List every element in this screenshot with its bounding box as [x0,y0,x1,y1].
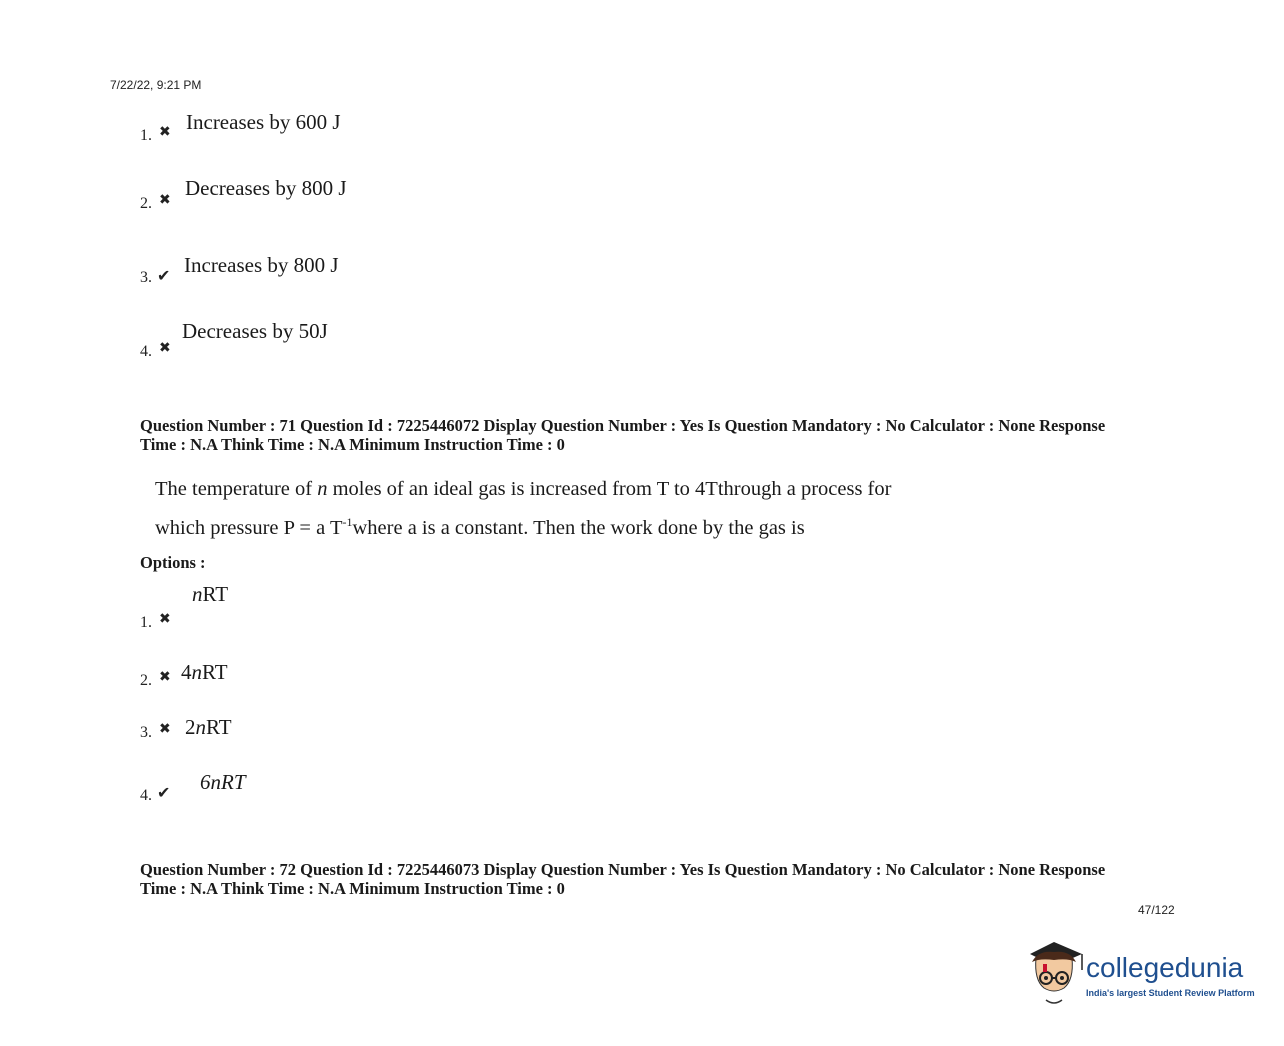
option-number: 2. [140,195,152,212]
collegedunia-mascot-icon [1024,940,1086,1006]
option-number: 4. [140,787,152,804]
question-text: where a is a constant. Then the work done by the gas is [352,516,805,539]
option-number: 3. [140,724,152,741]
option-text: Increases by 800 J [184,253,339,277]
page-number: 47/122 [1138,903,1175,917]
check-icon: ✔ [157,268,171,285]
option-number: 1. [140,614,152,631]
question-meta-line: Question Number : 72 Question Id : 7225446073 Display Question Number : Yes Is Question Mandatory : No Calculator : None Response [140,860,1106,879]
variable-n: n [317,478,328,500]
cross-icon: ✖ [159,722,171,737]
print-datetime: 7/22/22, 9:21 PM [110,78,202,92]
option-number: 1. [140,127,152,144]
question-meta-line: Time : N.A Think Time : N.A Minimum Instruction Time : 0 [140,879,565,898]
question-meta [140,416,1170,454]
question-text: which pressure P = a T [155,516,343,539]
logo-tagline: India's largest Student Review Platform [1086,988,1255,998]
question-meta-line: Time : N.A Think Time : N.A Minimum Instruction Time : 0 [140,435,565,454]
question-text-line [155,515,805,540]
logo-wordmark: collegedunia [1086,952,1244,983]
option-text: Decreases by 800 J [185,176,347,200]
option-text: 2nRT [185,715,232,739]
cross-icon: ✖ [159,125,171,140]
option-number: 2. [140,672,152,689]
cross-icon: ✖ [159,193,171,208]
option-text: Decreases by 50J [182,319,328,343]
exponent: -1 [342,515,353,529]
option-text: 4nRT [181,660,228,684]
option-number: 4. [140,343,152,360]
question-text: The temperature of [155,478,318,500]
option-text: nRT [192,582,229,606]
cross-icon: ✖ [159,612,171,627]
cross-icon: ✖ [159,670,171,685]
options-label: Options : [140,553,206,572]
question-72-meta [140,860,1170,898]
option-text: Increases by 600 J [186,110,341,134]
question-text-line [155,478,891,501]
check-icon: ✔ [157,785,171,802]
question-text: moles of an ideal gas is increased from T to 4Tthrough a process for [327,478,892,500]
option-text: 6nRT [200,770,246,794]
cross-icon: ✖ [159,341,171,356]
question-meta-line: Question Number : 71 Question Id : 7225446072 Display Question Number : Yes Is Question Mandatory : No Calculator : None Response [140,416,1106,435]
option-number: 3. [140,269,152,286]
